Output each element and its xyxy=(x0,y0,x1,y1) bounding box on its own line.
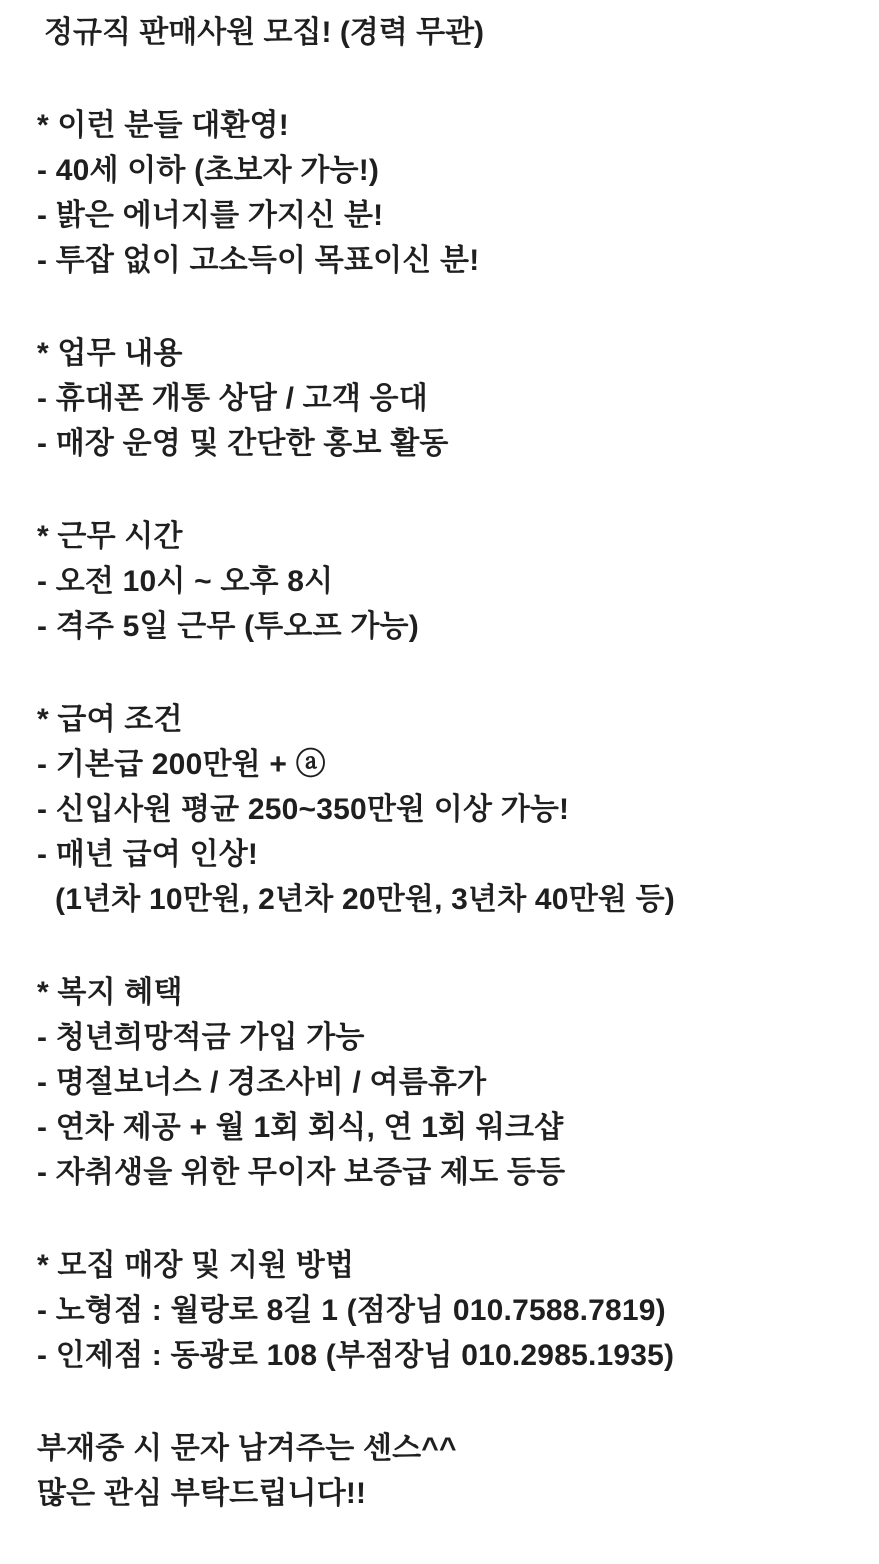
section-apply xyxy=(37,1243,849,1378)
section-heading: * 복지 혜택 xyxy=(37,976,183,1009)
section-heading: * 업무 내용 xyxy=(37,337,183,370)
text-line: - 명절보너스 / 경조사비 / 여름휴가 xyxy=(37,1066,487,1099)
text-line: - 신입사원 평균 250~350만원 이상 가능! xyxy=(37,793,570,826)
text-line: - 자취생을 위한 무이자 보증급 제도 등등 xyxy=(37,1156,566,1189)
text-line: - 연차 제공 + 월 1회 회식, 연 1회 워크샵 xyxy=(37,1111,564,1144)
section-duties xyxy=(37,331,849,466)
text-line: - 투잡 없이 고소득이 목표이신 분! xyxy=(37,244,480,277)
section-benefits xyxy=(37,970,849,1195)
section-heading: * 모집 매장 및 지원 방법 xyxy=(37,1249,355,1282)
section-heading: * 급여 조건 xyxy=(37,703,183,736)
section-salary xyxy=(37,697,849,922)
footer-line: 부재중 시 문자 남겨주는 센스^^ xyxy=(37,1432,457,1465)
text-line: - 밝은 에너지를 가지신 분! xyxy=(37,199,384,232)
section-heading: * 근무 시간 xyxy=(37,520,183,553)
text-line: - 인제점 : 동광로 108 (부점장님 010.2985.1935) xyxy=(37,1339,675,1372)
footer xyxy=(37,1426,849,1516)
text-line: - 휴대폰 개통 상담 / 고객 응대 xyxy=(37,382,428,415)
section-heading: * 이런 분들 대환영! xyxy=(37,109,289,142)
text-line: - 매장 운영 및 간단한 홍보 활동 xyxy=(37,427,449,460)
text-line: - 40세 이하 (초보자 가능!) xyxy=(37,154,380,187)
section-hours xyxy=(37,514,849,649)
text-line: - 기본급 200만원 + ⓐ xyxy=(37,748,326,781)
text-line: - 매년 급여 인상! xyxy=(37,838,259,871)
section-welcome xyxy=(37,103,849,283)
text-line: (1년차 10만원, 2년차 20만원, 3년차 40만원 등) xyxy=(55,883,675,916)
text-line: - 노형점 : 월랑로 8길 1 (점장님 010.7588.7819) xyxy=(37,1294,666,1327)
text-line: - 격주 5일 근무 (투오프 가능) xyxy=(37,610,419,643)
text-line: - 오전 10시 ~ 오후 8시 xyxy=(37,565,334,598)
page-title: 정규직 판매사원 모집! (경력 무관) xyxy=(44,16,485,49)
text-line: - 청년희망적금 가입 가능 xyxy=(37,1021,365,1054)
footer-line: 많은 관심 부탁드립니다!! xyxy=(37,1477,367,1510)
